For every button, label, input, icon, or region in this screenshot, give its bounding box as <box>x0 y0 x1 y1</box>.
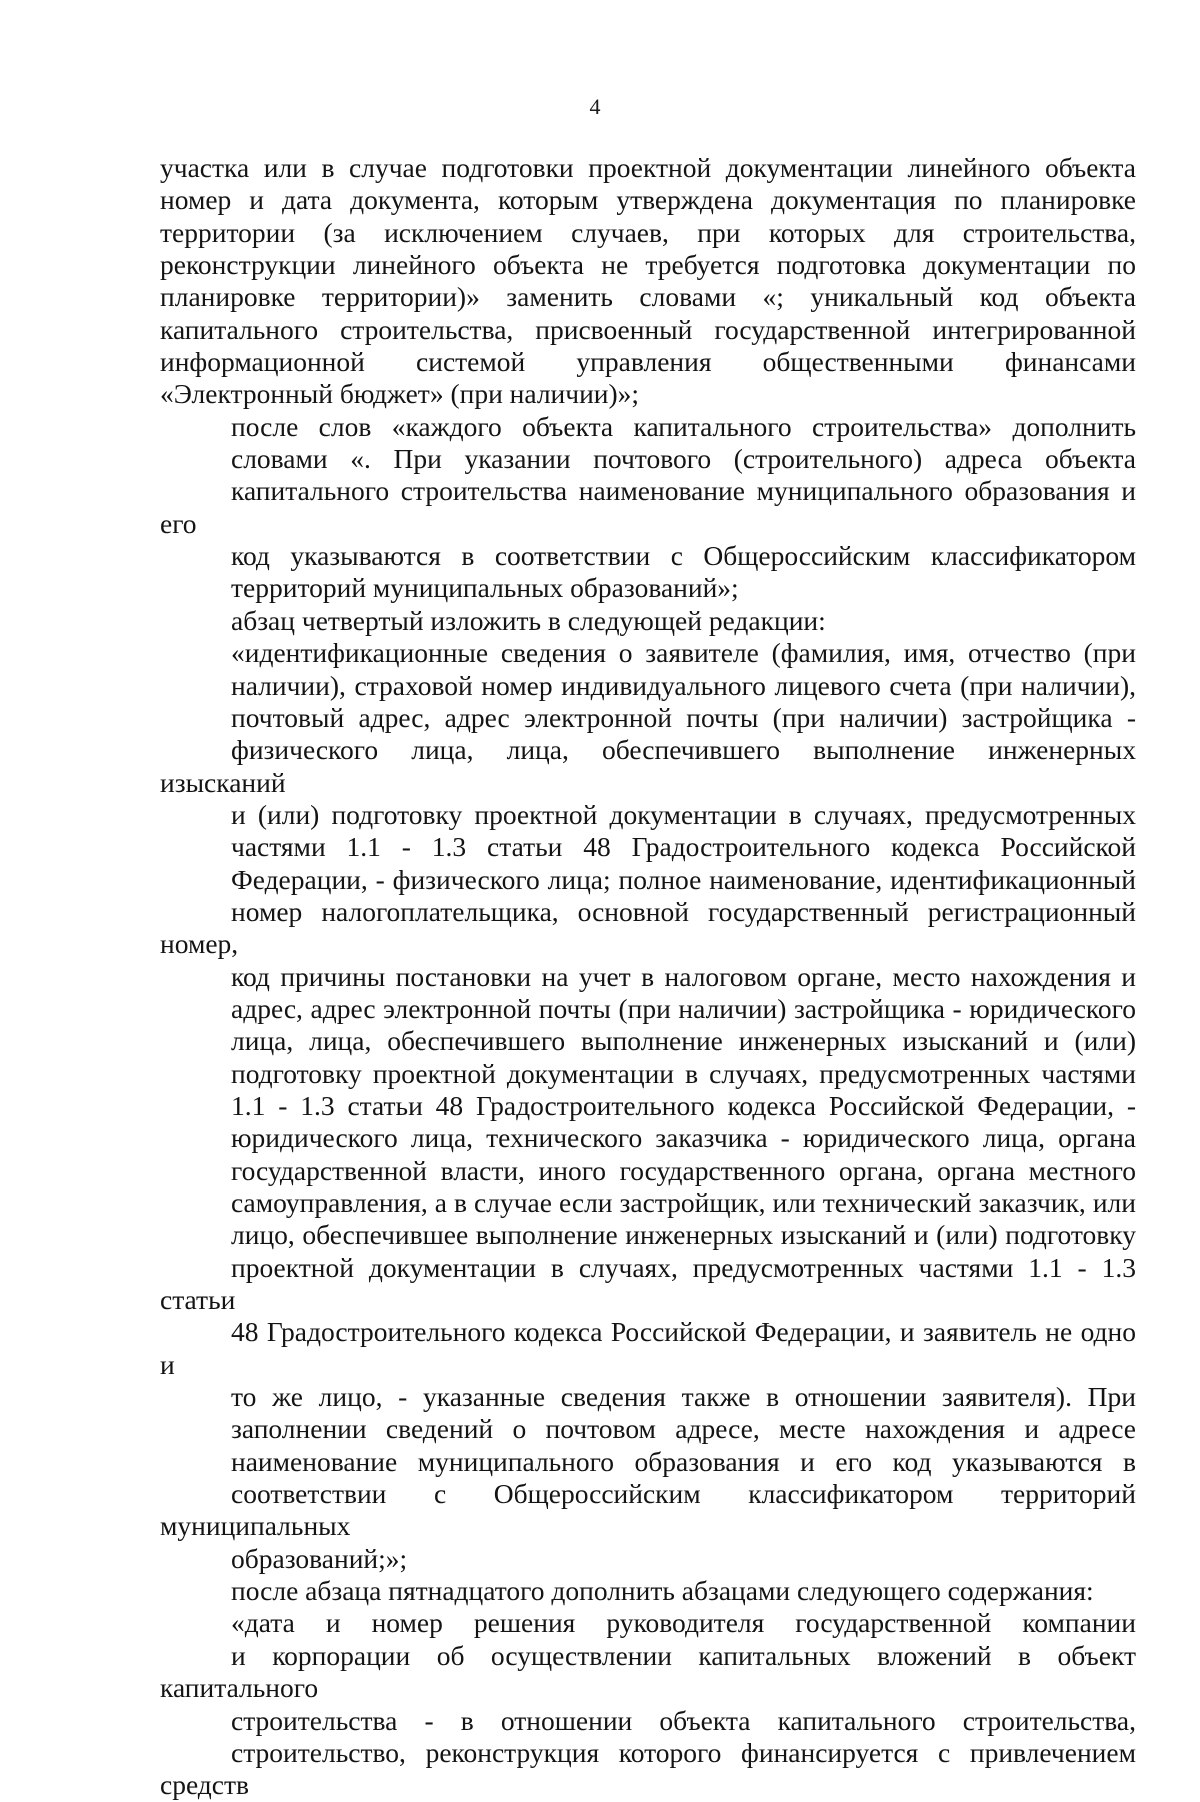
text-line: то же лицо, - указанные сведения также в отношении заявителя). При <box>231 1381 1136 1413</box>
text-line: «Электронный бюджет» (при наличии)»; <box>160 378 640 410</box>
text-line: 48 Градостроительного кодекса Российской Федерации, и заявитель не одно и <box>160 1316 1136 1380</box>
paragraph <box>160 411 1136 605</box>
text-line: словами «. При указании почтового (строительного) адреса объекта <box>231 443 1136 475</box>
text-line: проектной документации в случаях, предусмотренных частями 1.1 - 1.3 статьи <box>160 1251 1136 1316</box>
text-line: информационной системой управления общественными финансами <box>160 346 1136 378</box>
text-line: код причины постановки на учет в налоговом органе, место нахождения и <box>231 960 1136 992</box>
text-line: и (или) подготовку проектной документации в случаях, предусмотренных <box>231 798 1136 830</box>
text-line: Федерации, - физического лица; полное наименование, идентификационный <box>231 863 1136 895</box>
text-line: абзац четвертый изложить в следующей редакции: <box>231 604 826 636</box>
text-line: 1.1 - 1.3 статьи 48 Градостроительного кодекса Российской Федерации, - <box>231 1089 1136 1121</box>
text-line: лицо, обеспечившее выполнение инженерных изысканий и (или) подготовку <box>231 1219 1136 1251</box>
text-line: участка или в случае подготовки проектной документации линейного объекта <box>160 152 1136 183</box>
text-line: подготовку проектной документации в случаях, предусмотренных частями <box>231 1057 1136 1089</box>
text-line: и корпорации об осуществлении капитальных вложений в объект капитального <box>160 1639 1136 1704</box>
paragraph <box>160 1575 1136 1607</box>
text-line: почтовый адрес, адрес электронной почты (при наличии) застройщика - <box>231 701 1136 733</box>
text-line: номер налогоплательщика, основной государственный регистрационный номер, <box>160 895 1136 960</box>
text-line: территории (за исключением случаев, при которых для строительства, <box>160 216 1136 248</box>
text-line: юридического лица, технического заказчика - юридического лица, органа <box>231 1122 1136 1154</box>
text-line: образований;»; <box>231 1542 408 1574</box>
paragraph <box>160 605 1136 637</box>
page-number: 4 <box>589 94 601 119</box>
text-line: наименование муниципального образования и его код указываются в <box>231 1445 1136 1477</box>
text-line: соответствии с Общероссийским классификатором территорий муниципальных <box>160 1478 1136 1542</box>
text-line: территорий муниципальных образований»; <box>231 572 739 604</box>
text-line: наличии), страховой номер индивидуального лицевого счета (при наличии), <box>231 669 1136 701</box>
text-line: самоуправления, а в случае если застройщик, или технический заказчик, или <box>231 1187 1136 1218</box>
text-line: капитального строительства, присвоенный государственной интегрированной <box>160 313 1136 345</box>
text-line: лица, лица, обеспечившего выполнение инженерных изысканий и (или) <box>231 1025 1136 1057</box>
text-line: после абзаца пятнадцатого дополнить абзацами следующего содержания: <box>231 1575 1094 1607</box>
text-line: строительства - в отношении объекта капитального строительства, <box>231 1704 1136 1736</box>
text-line: государственной власти, иного государственного органа, органа местного <box>231 1154 1136 1186</box>
text-line: физического лица, лица, обеспечившего выполнение инженерных изысканий <box>160 734 1136 798</box>
text-line: адрес, адрес электронной почты (при наличии) застройщика - юридического <box>231 992 1136 1024</box>
text-line: планировке территории)» заменить словами «; уникальный код объекта <box>160 281 1136 313</box>
text-line: строительство, реконструкция которого финансируется с привлечением средств <box>160 1736 1136 1801</box>
text-line: «дата и номер решения руководителя государственной компании <box>231 1607 1136 1639</box>
text-line: после слов «каждого объекта капитального строительства» дополнить <box>231 410 1136 442</box>
text-line: заполнении сведений о почтовом адресе, месте нахождения и адресе <box>231 1413 1136 1445</box>
text-line: реконструкции линейного объекта не требуется подготовка документации по <box>160 249 1136 281</box>
paragraph <box>160 637 1136 1575</box>
text-line: частями 1.1 - 1.3 статьи 48 Градостроительного кодекса Российской <box>231 831 1136 863</box>
text-line: «идентификационные сведения о заявителе (фамилия, имя, отчество (при <box>231 637 1136 669</box>
text-line: номер и дата документа, которым утверждена документация по планировке <box>160 184 1136 216</box>
text-line: капитального строительства наименование муниципального образования и его <box>160 475 1136 539</box>
document-body <box>160 152 1136 1802</box>
text-line: код указываются в соответствии с Общероссийским классификатором <box>231 540 1136 572</box>
paragraph <box>160 1607 1136 1801</box>
paragraph <box>160 152 1136 411</box>
